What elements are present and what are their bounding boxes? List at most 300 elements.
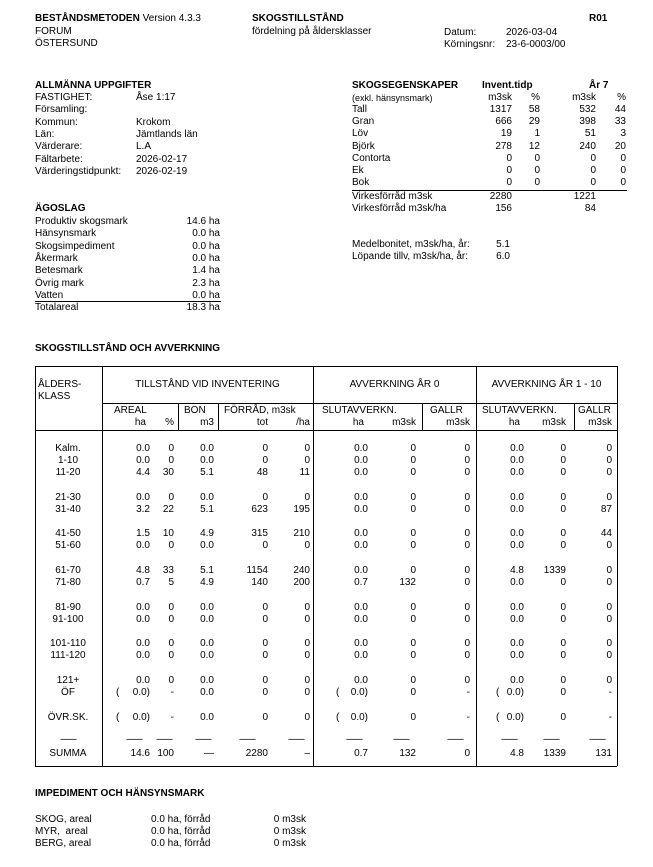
final-felling-0-m3sk: 0 <box>410 443 416 454</box>
unit-pct: % <box>165 417 174 428</box>
final-felling-1-ha: 0.0) <box>506 712 524 723</box>
areal-ha: 0.0 <box>136 492 150 503</box>
areal-pct: - <box>170 687 174 698</box>
species-label: Gran <box>352 116 375 128</box>
bonitet: 5.1 <box>200 467 214 478</box>
general-label: Värderingstidpunkt: <box>35 165 122 177</box>
volume-per-ha: 240 <box>293 565 310 576</box>
report-subtitle: fördelning på åldersklasser <box>252 26 372 37</box>
species-volume-yr7: 51 <box>584 128 596 140</box>
general-label: Värderare: <box>35 141 83 153</box>
final-felling-1-ha: 4.8 <box>510 565 524 576</box>
unit-ha: ha <box>134 417 146 428</box>
thinning-1: 87 <box>600 504 612 515</box>
thinning-1: 0 <box>606 577 612 588</box>
unit-m3sk-1: m3sk <box>488 92 512 103</box>
final-felling-1-m3sk: 0 <box>560 577 566 588</box>
areal-pct: 0 <box>168 540 174 551</box>
run-value: 23-6-0003/00 <box>506 39 566 50</box>
species-volume-yr7: 0 <box>590 152 596 164</box>
volume-per-ha: 210 <box>293 528 310 539</box>
volume-total: 2280 <box>245 748 268 759</box>
sum-dash: -------- <box>239 734 255 744</box>
thinning-1: 0 <box>606 443 612 454</box>
general-heading: ALLMÄNNA UPPGIFTER <box>35 80 152 91</box>
final-felling-0-ha: 0.0 <box>354 675 368 686</box>
final-felling-0-ha: 0.0 <box>354 602 368 613</box>
species-volume-yr7: 0 <box>590 165 596 176</box>
bonitet: 0.0 <box>200 455 214 466</box>
bonitet: 0.0 <box>200 614 214 625</box>
thinning-0: 0 <box>464 638 470 649</box>
general-value: Krokom <box>136 116 171 128</box>
species-pct-now: 1 <box>534 128 540 140</box>
final-felling-1-ha: 0.0 <box>510 443 524 454</box>
thinning-1: 0 <box>606 614 612 625</box>
impediment-volume: 0 m3sk <box>273 814 306 825</box>
growth-label: Medelbonitet, m3sk/ha, år: <box>352 239 470 250</box>
volume-total-now: 156 <box>495 203 512 214</box>
final-felling-0-m3sk: 0 <box>410 687 416 698</box>
unit-pct-2: % <box>617 92 626 103</box>
volume-total: 0 <box>262 492 268 503</box>
volume-total-yr7: 84 <box>584 203 596 214</box>
impediment-volume: 0 m3sk <box>273 826 306 837</box>
thinning-0: 0 <box>464 577 470 588</box>
species-pct-now: 0 <box>534 152 540 164</box>
thinning-1: - <box>608 712 612 723</box>
species-pct-yr7: 3 <box>620 128 626 140</box>
species-volume-now: 1317 <box>489 104 512 115</box>
areal-ha: 0.0 <box>136 614 150 625</box>
impediment-label: MYR, areal <box>35 826 88 837</box>
species-volume-yr7: 240 <box>579 140 596 152</box>
volume-per-ha: 0 <box>304 443 310 454</box>
thinning-1: 0 <box>606 650 612 661</box>
sub-slut-1: SLUTAVVERKN. <box>482 405 557 416</box>
land-label: Skogsimpediment <box>35 240 115 252</box>
final-felling-1-ha: 0.0 <box>510 577 524 588</box>
final-felling-0-ha: 0.7 <box>354 577 368 588</box>
sub-slut-0: SLUTAVVERKN. <box>322 405 397 416</box>
land-value: 0.0 ha <box>192 240 220 252</box>
thinning-0: 0 <box>464 504 470 515</box>
final-felling-1-m3sk: 0 <box>560 467 566 478</box>
final-felling-0-m3sk: 0 <box>410 504 416 515</box>
species-volume-yr7: 532 <box>579 104 596 115</box>
volume-per-ha: 0 <box>304 650 310 661</box>
final-felling-1-ha: 0.0 <box>510 455 524 466</box>
final-felling-0-m3sk: 132 <box>399 748 416 759</box>
volume-per-ha: 11 <box>299 467 310 478</box>
species-label: Löv <box>352 128 369 140</box>
general-label: Fältarbete: <box>35 153 83 165</box>
sum-dash: -------- <box>501 734 517 744</box>
run-label: Körningsnr: <box>444 39 496 50</box>
volume-total: 1154 <box>246 565 268 576</box>
species-pct-yr7: 0 <box>620 177 626 189</box>
general-label: Län: <box>35 128 55 140</box>
main-table-heading: SKOGSTILLSTÅND OCH AVVERKNING <box>35 343 221 354</box>
sum-dash: -------- <box>447 734 463 744</box>
volume-total-yr7: 1221 <box>573 191 596 202</box>
final-felling-1-ha: 0.0 <box>510 638 524 649</box>
species-label: Contorta <box>352 152 391 164</box>
bonitet: 0.0 <box>200 675 214 686</box>
paren: ( <box>496 712 500 723</box>
areal-pct: 0 <box>168 638 174 649</box>
areal-ha: 14.6 <box>130 748 150 759</box>
final-felling-1-m3sk: 0 <box>560 614 566 625</box>
species-pct-now: 12 <box>528 140 540 152</box>
age-class: 51-60 <box>55 540 81 551</box>
thinning-0: 0 <box>464 602 470 613</box>
areal-pct: 0 <box>168 675 174 686</box>
final-felling-1-m3sk: 0 <box>560 712 566 723</box>
areal-pct: - <box>170 712 174 723</box>
bonitet: 0.0 <box>200 638 214 649</box>
final-felling-0-ha: 0.0 <box>354 467 368 478</box>
thinning-1: 0 <box>606 565 612 576</box>
org-name: FORUM <box>35 26 72 37</box>
areal-pct: 0 <box>168 455 174 466</box>
final-felling-0-ha: 0.0) <box>350 712 368 723</box>
sum-dash: -------- <box>60 734 76 744</box>
final-felling-1-m3sk: 0 <box>560 687 566 698</box>
thinning-0: - <box>466 712 470 723</box>
final-felling-1-m3sk: 0 <box>560 492 566 503</box>
unit-m3: m3 <box>200 417 214 428</box>
land-label: Åkermark <box>35 252 78 264</box>
sub-gallr-0: GALLR <box>430 405 463 416</box>
bonitet: 4.9 <box>200 577 214 588</box>
volume-total: 0 <box>262 455 268 466</box>
land-label: Övrig mark <box>35 277 84 289</box>
thinning-0: 0 <box>464 443 470 454</box>
age-class: 101-110 <box>50 638 86 649</box>
paren: ( <box>336 687 340 698</box>
final-felling-1-m3sk: 1339 <box>543 565 566 576</box>
areal-pct: 22 <box>162 504 174 515</box>
volume-total: 623 <box>251 504 268 515</box>
areal-ha: 0.0 <box>136 455 150 466</box>
properties-col2-head: År 7 <box>589 80 609 91</box>
final-felling-1-ha: 0.0 <box>510 602 524 613</box>
final-felling-0-m3sk: 0 <box>410 602 416 613</box>
final-felling-1-m3sk: 0 <box>560 602 566 613</box>
sum-dash: -------- <box>288 734 304 744</box>
species-label: Björk <box>352 140 375 152</box>
volume-per-ha: 0 <box>304 675 310 686</box>
sum-dash: -------- <box>393 734 409 744</box>
bonitet: 0.0 <box>200 650 214 661</box>
bonitet: 5.1 <box>200 565 214 576</box>
volume-total: 0 <box>262 687 268 698</box>
final-felling-0-ha: 0.0 <box>354 650 368 661</box>
volume-per-ha: 0 <box>304 638 310 649</box>
unit-m3sk-2: m3sk <box>572 92 596 103</box>
areal-pct: 0 <box>168 614 174 625</box>
areal-ha: 0.7 <box>136 577 150 588</box>
final-felling-1-m3sk: 0 <box>560 504 566 515</box>
impediment-area: 0.0 ha, förråd <box>151 826 211 837</box>
age-class: 11-20 <box>55 467 81 478</box>
thinning-0: 0 <box>464 540 470 551</box>
species-volume-yr7: 0 <box>590 177 596 189</box>
species-volume-now: 666 <box>495 116 512 128</box>
thinning-1: 0 <box>606 467 612 478</box>
final-felling-0-ha: 0.0 <box>354 492 368 503</box>
thinning-0: 0 <box>464 455 470 466</box>
volume-per-ha: 0 <box>304 455 310 466</box>
date-label: Datum: <box>444 27 477 38</box>
thinning-1: - <box>608 687 612 698</box>
group-harvest-1-10: AVVERKNING ÅR 1 - 10 <box>491 379 602 390</box>
land-heading: ÄGOSLAG <box>35 203 86 214</box>
species-pct-yr7: 0 <box>620 165 626 176</box>
general-label: FASTIGHET: <box>35 92 93 103</box>
final-felling-0-ha: 0.0 <box>354 638 368 649</box>
final-felling-1-ha: 0.0 <box>510 540 524 551</box>
species-label: Bok <box>352 177 370 189</box>
growth-value: 5.1 <box>496 239 510 250</box>
areal-pct: 10 <box>162 528 174 539</box>
group-inventory: TILLSTÅND VID INVENTERING <box>135 379 280 390</box>
species-volume-now: 0 <box>506 165 512 176</box>
final-felling-0-ha: 0.0 <box>354 504 368 515</box>
report-code: R01 <box>589 13 608 24</box>
volume-total: 0 <box>262 638 268 649</box>
final-felling-0-ha: 0.0 <box>354 540 368 551</box>
land-value: 14.6 ha <box>186 216 220 227</box>
sum-dash: -------- <box>156 734 172 744</box>
paren: ( <box>496 687 500 698</box>
areal-pct: 100 <box>157 748 174 759</box>
final-felling-0-m3sk: 0 <box>410 540 416 551</box>
volume-per-ha: 0 <box>304 602 310 613</box>
final-felling-1-ha: 4.8 <box>510 748 524 759</box>
areal-ha: 4.8 <box>136 565 150 576</box>
bonitet: 0.0 <box>200 492 214 503</box>
species-pct-yr7: 20 <box>614 140 626 152</box>
bonitet: 0.0 <box>200 602 214 613</box>
volume-per-ha: 0 <box>304 687 310 698</box>
age-class: 91-100 <box>52 614 84 625</box>
areal-ha: 4.4 <box>136 467 150 478</box>
areal-pct: 0 <box>168 602 174 613</box>
sub-bon: BON <box>184 405 206 416</box>
final-felling-0-ha: 0.0) <box>350 687 368 698</box>
general-value: 2026-02-17 <box>136 153 188 165</box>
land-label: Produktiv skogsmark <box>35 216 128 227</box>
properties-heading: SKOGSEGENSKAPER <box>352 80 459 91</box>
bonitet: 0.0 <box>200 443 214 454</box>
sum-dash: -------- <box>195 734 211 744</box>
species-volume-now: 278 <box>495 140 512 152</box>
impediment-label: SKOG, areal <box>35 814 92 825</box>
areal-pct: 33 <box>162 565 174 576</box>
paren: ( <box>116 712 120 723</box>
paren: ( <box>336 712 340 723</box>
age-class: 111-120 <box>50 650 86 661</box>
age-head-1: ÅLDERS- <box>38 379 82 390</box>
land-total-label: Totalareal <box>35 302 79 313</box>
land-value: 1.4 ha <box>192 265 220 277</box>
bonitet: 0.0 <box>200 540 214 551</box>
final-felling-1-m3sk: 0 <box>560 650 566 661</box>
volume-total-now: 2280 <box>489 191 512 202</box>
land-label: Vatten <box>35 289 64 301</box>
thinning-1: 0 <box>606 638 612 649</box>
species-label: Tall <box>352 104 368 115</box>
thinning-0: 0 <box>464 614 470 625</box>
volume-total-label: Virkesförråd m3sk/ha <box>352 203 447 214</box>
final-felling-0-m3sk: 132 <box>399 577 416 588</box>
impediment-heading: IMPEDIMENT OCH HÄNSYNSMARK <box>35 788 205 799</box>
age-class: 71-80 <box>55 577 81 588</box>
unit-m3sk: m3sk <box>588 417 612 428</box>
thinning-0: 0 <box>464 675 470 686</box>
final-felling-0-m3sk: 0 <box>410 614 416 625</box>
age-class: 21-30 <box>55 492 81 503</box>
sub-forrad: FÖRRÅD, m3sk <box>224 405 296 416</box>
land-label: Hänsynsmark <box>35 228 97 240</box>
areal-ha: 1.5 <box>136 528 150 539</box>
volume-per-ha: – <box>304 748 310 759</box>
areal-ha: 0.0) <box>132 712 150 723</box>
final-felling-1-m3sk: 0 <box>560 455 566 466</box>
final-felling-0-ha: 0.0 <box>354 455 368 466</box>
thinning-0: - <box>466 687 470 698</box>
land-value: 0.0 ha <box>192 252 220 264</box>
final-felling-1-ha: 0.0 <box>510 614 524 625</box>
app-name: BESTÅNDSMETODEN Version 4.3.3 <box>35 13 201 24</box>
thinning-1: 44 <box>600 528 612 539</box>
sum-dash: -------- <box>543 734 559 744</box>
final-felling-1-m3sk: 0 <box>560 675 566 686</box>
volume-total: 140 <box>251 577 268 588</box>
age-class: ÖF <box>61 687 75 698</box>
final-felling-1-m3sk: 0 <box>560 528 566 539</box>
thinning-0: 0 <box>464 467 470 478</box>
volume-total: 0 <box>262 712 268 723</box>
thinning-1: 131 <box>595 748 612 759</box>
thinning-1: 0 <box>606 602 612 613</box>
volume-total: 48 <box>256 467 268 478</box>
unit-ha: ha <box>508 417 520 428</box>
age-class: 31-40 <box>55 504 81 515</box>
unit-m3sk: m3sk <box>392 417 416 428</box>
species-volume-yr7: 398 <box>579 116 596 128</box>
age-class: 1-10 <box>57 455 78 466</box>
unit-per-ha: /ha <box>296 417 310 428</box>
final-felling-0-ha: 0.0 <box>354 565 368 576</box>
thinning-0: 0 <box>464 528 470 539</box>
volume-per-ha: 195 <box>293 504 310 515</box>
species-label: Ek <box>352 165 364 176</box>
species-pct-yr7: 44 <box>614 104 626 115</box>
final-felling-0-m3sk: 0 <box>410 492 416 503</box>
species-pct-now: 58 <box>528 104 540 115</box>
unit-pct-1: % <box>531 92 540 103</box>
areal-ha: 0.0 <box>136 540 150 551</box>
age-class: Kalm. <box>55 443 81 454</box>
general-value: Åse 1:17 <box>136 92 176 103</box>
volume-total: 0 <box>262 602 268 613</box>
volume-per-ha: 0 <box>304 712 310 723</box>
place-name: ÖSTERSUND <box>35 38 98 49</box>
thinning-0: 0 <box>464 650 470 661</box>
impediment-label: BERG, areal <box>35 838 92 849</box>
areal-pct: 0 <box>168 650 174 661</box>
report-title: SKOGSTILLSTÅND <box>252 13 344 24</box>
final-felling-0-m3sk: 0 <box>410 712 416 723</box>
general-label: Församling: <box>35 104 88 116</box>
final-felling-0-ha: 0.0 <box>354 443 368 454</box>
general-value: 2026-02-19 <box>136 165 188 177</box>
bonitet: 0.0 <box>200 712 214 723</box>
species-volume-now: 0 <box>506 177 512 189</box>
final-felling-0-m3sk: 0 <box>410 565 416 576</box>
final-felling-1-ha: 0.0 <box>510 675 524 686</box>
final-felling-1-ha: 0.0) <box>506 687 524 698</box>
age-class: SUMMA <box>49 748 87 759</box>
thinning-0: 0 <box>464 492 470 503</box>
final-felling-1-ha: 0.0 <box>510 650 524 661</box>
areal-ha: 3.2 <box>136 504 150 515</box>
unit-tot: tot <box>256 417 268 428</box>
land-value: 2.3 ha <box>192 277 220 289</box>
species-volume-now: 19 <box>500 128 512 140</box>
final-felling-0-m3sk: 0 <box>410 528 416 539</box>
impediment-area: 0.0 ha, förråd <box>151 838 211 849</box>
final-felling-1-m3sk: 0 <box>560 638 566 649</box>
areal-pct: 0 <box>168 492 174 503</box>
unit-m3sk: m3sk <box>542 417 566 428</box>
volume-total: 0 <box>262 614 268 625</box>
general-value: Jämtlands län <box>136 128 198 140</box>
growth-label: Löpande tillv, m3sk/ha, år: <box>352 251 468 262</box>
areal-ha: 0.0 <box>136 443 150 454</box>
sub-gallr-1: GALLR <box>578 405 611 416</box>
general-value: L.A <box>136 141 152 153</box>
areal-ha: 0.0) <box>132 687 150 698</box>
volume-total: 315 <box>251 528 268 539</box>
final-felling-0-ha: 0.0 <box>354 614 368 625</box>
final-felling-0-m3sk: 0 <box>410 467 416 478</box>
land-total-value: 18.3 ha <box>186 302 220 313</box>
volume-total: 0 <box>262 675 268 686</box>
final-felling-1-ha: 0.0 <box>510 504 524 515</box>
age-class: 81-90 <box>55 602 81 613</box>
land-label: Betesmark <box>35 265 83 277</box>
properties-col1-head: Invent.tidp <box>482 80 533 91</box>
volume-total-label: Virkesförråd m3sk <box>352 191 433 202</box>
final-felling-1-m3sk: 1339 <box>543 748 566 759</box>
final-felling-1-ha: 0.0 <box>510 492 524 503</box>
species-pct-now: 0 <box>534 165 540 176</box>
volume-total: 0 <box>262 443 268 454</box>
volume-per-ha: 0 <box>304 540 310 551</box>
species-volume-now: 0 <box>506 152 512 164</box>
sum-dash: -------- <box>346 734 362 744</box>
general-label: Kommun: <box>35 116 78 128</box>
volume-per-ha: 0 <box>304 492 310 503</box>
volume-per-ha: 200 <box>293 577 310 588</box>
bonitet: 0.0 <box>200 687 214 698</box>
age-class: ÖVR.SK. <box>47 712 89 723</box>
thinning-1: 0 <box>606 540 612 551</box>
